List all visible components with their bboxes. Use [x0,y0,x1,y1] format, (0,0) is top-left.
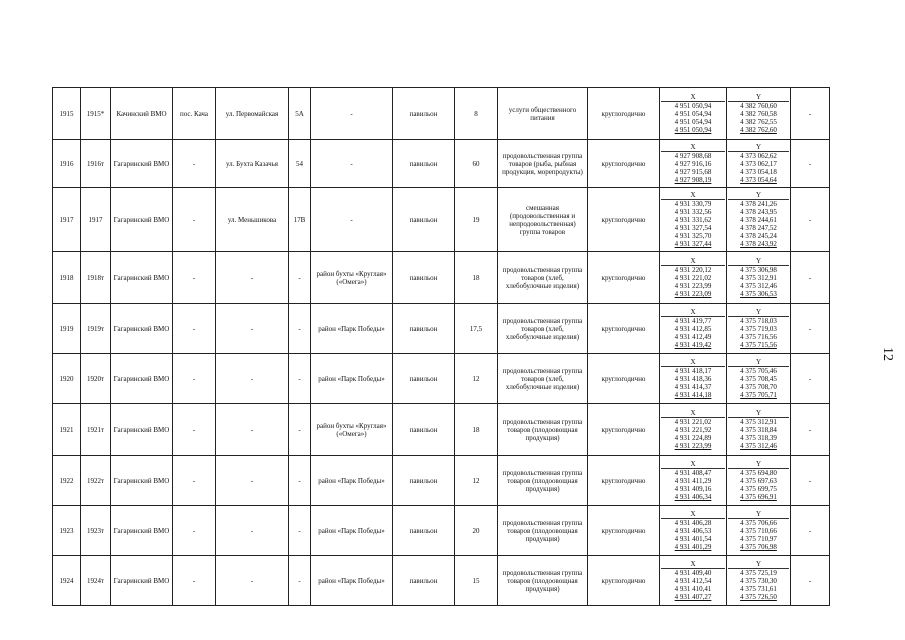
coordinate-header-x: X [661,510,725,519]
coordinate-value-x: 4 931 407,27 [674,593,712,601]
note-cell: - [791,456,830,506]
registry-number-cell: 1916т [81,140,111,188]
coordinate-value-y: 4 375 318,84 [740,426,777,434]
table-row [53,188,830,252]
area-cell: 17,5 [455,304,498,354]
coordinate-value-y: 4 375 718,03 [740,317,777,325]
coordinate-header-y: Y [728,560,789,569]
settlement-cell: - [173,188,216,252]
object-type-cell: павильон [393,140,455,188]
row-index-cell: 1920 [53,354,81,404]
coordinate-header-x: X [661,143,725,152]
row-index-cell: 1918 [53,252,81,304]
coordinates-y-cell [727,354,791,404]
row-index-cell: 1919 [53,304,81,354]
coordinate-value-y: 4 382 762,60 [740,126,777,134]
coordinates-y-cell [727,404,791,456]
street-cell: - [216,506,289,556]
row-index-cell: 1924 [53,556,81,606]
registry-number-cell: 1919т [81,304,111,354]
coordinate-value-y: 4 378 243,95 [740,208,777,216]
coordinate-value-x: 4 931 419,77 [674,317,712,325]
area-cell: 12 [455,354,498,404]
row-index-cell: 1923 [53,506,81,556]
coordinate-value-x: 4 931 406,28 [674,519,712,527]
table-row [53,456,830,506]
district-cell: Гагаринский ВМО [111,140,173,188]
area-cell: 18 [455,404,498,456]
coordinates-x-cell [660,252,727,304]
table-row [53,404,830,456]
period-cell: круглогодично [588,354,660,404]
coordinate-value-y: 4 375 710,97 [740,535,777,543]
house-cell: - [289,556,311,606]
coordinate-value-x: 4 931 221,02 [674,418,712,426]
coordinates-x-cell [660,354,727,404]
coordinate-value-x: 4 931 401,54 [674,535,712,543]
coordinate-value-y: 4 373 054,18 [740,168,777,176]
coordinate-header-y: Y [728,308,789,317]
coordinates-y-cell [727,252,791,304]
coordinate-value-x: 4 931 401,29 [674,543,712,551]
coordinates-x-cell [660,556,727,606]
coordinate-value-x: 4 931 220,12 [674,266,712,274]
street-cell: - [216,304,289,354]
coordinate-value-x: 4 931 409,16 [674,485,712,493]
area-cell: 12 [455,456,498,506]
coordinate-header-x: X [661,308,725,317]
page-number: 12 [880,347,895,361]
settlement-cell: - [173,506,216,556]
district-cell: Гагаринский ВМО [111,404,173,456]
specialization-cell: смешанная (продовольственная и непродовольственная) группа товаров [498,188,588,252]
coordinate-value-y: 4 375 706,98 [740,543,777,551]
note-cell: - [791,506,830,556]
registry-number-cell: 1922т [81,456,111,506]
district-cell: Гагаринский ВМО [111,506,173,556]
district-cell: Гагаринский ВМО [111,556,173,606]
table-row [53,140,830,188]
registry-number-cell: 1918т [81,252,111,304]
coordinate-value-y: 4 375 710,66 [740,527,777,535]
table-row [53,304,830,354]
note-cell: - [791,304,830,354]
coordinate-value-y: 4 378 245,24 [740,232,777,240]
district-cell: Гагаринский ВМО [111,304,173,354]
street-cell: ул. Бухта Казачья [216,140,289,188]
coordinate-value-y: 4 375 312,91 [740,418,777,426]
coordinates-y-cell [727,188,791,252]
coordinate-value-x: 4 951 054,94 [674,118,712,126]
coordinate-value-y: 4 375 318,39 [740,434,777,442]
specialization-cell: услуги общественного питания [498,88,588,140]
coordinate-value-x: 4 931 406,53 [674,527,712,535]
coordinate-value-x: 4 931 410,41 [674,585,712,593]
landmark-cell: район бухты «Круглая» («Омега») [311,404,393,456]
street-cell: - [216,556,289,606]
coordinate-value-x: 4 931 412,85 [674,325,712,333]
coordinate-value-y: 4 375 699,75 [740,485,777,493]
registry-number-cell: 1924т [81,556,111,606]
registry-number-cell: 1915* [81,88,111,140]
area-cell: 60 [455,140,498,188]
landmark-cell: район «Парк Победы» [311,304,393,354]
street-cell: ул. Первомайская [216,88,289,140]
specialization-cell: продовольственная группа товаров (хлеб, хлебобулочные изделия) [498,252,588,304]
district-cell: Гагаринский ВМО [111,456,173,506]
house-cell: - [289,456,311,506]
period-cell: круглогодично [588,506,660,556]
specialization-cell: продовольственная группа товаров (плодоовощная продукция) [498,506,588,556]
note-cell: - [791,188,830,252]
area-cell: 8 [455,88,498,140]
coordinate-value-y: 4 375 694,80 [740,469,777,477]
house-cell: - [289,304,311,354]
coordinate-value-x: 4 931 327,54 [674,224,712,232]
row-index-cell: 1922 [53,456,81,506]
coordinate-value-x: 4 931 418,17 [674,367,712,375]
house-cell: 17В [289,188,311,252]
object-type-cell: павильон [393,556,455,606]
row-index-cell: 1915 [53,88,81,140]
coordinate-value-y: 4 375 696,91 [740,493,777,501]
period-cell: круглогодично [588,456,660,506]
house-cell: - [289,354,311,404]
coordinate-header-x: X [661,191,725,200]
settlement-cell: - [173,354,216,404]
coordinate-value-x: 4 931 414,37 [674,383,712,391]
coordinates-y-cell [727,506,791,556]
district-cell: Качинский ВМО [111,88,173,140]
coordinate-value-y: 4 375 306,98 [740,266,777,274]
note-cell: - [791,354,830,404]
street-cell: - [216,252,289,304]
coordinate-value-x: 4 931 411,29 [674,477,712,485]
object-type-cell: павильон [393,506,455,556]
coordinate-value-y: 4 378 243,92 [740,240,777,248]
table-row [53,354,830,404]
settlement-cell: пос. Кача [173,88,216,140]
period-cell: круглогодично [588,404,660,456]
document-sheet [52,87,829,606]
coordinate-value-x: 4 931 223,09 [674,290,712,298]
object-type-cell: павильон [393,354,455,404]
coordinate-value-y: 4 375 715,56 [740,341,777,349]
house-cell: - [289,252,311,304]
coordinate-value-x: 4 931 224,89 [674,434,712,442]
street-cell: - [216,456,289,506]
coordinate-value-y: 4 375 731,61 [740,585,777,593]
coordinate-header-x: X [661,257,725,266]
object-type-cell: павильон [393,456,455,506]
specialization-cell: продовольственная группа товаров (рыба, рыбная продукция, морепродукты) [498,140,588,188]
coordinate-value-x: 4 951 050,94 [674,126,712,134]
coordinate-value-y: 4 375 705,46 [740,367,777,375]
settlement-cell: - [173,252,216,304]
coordinates-x-cell [660,188,727,252]
coordinate-value-y: 4 375 716,56 [740,333,777,341]
landmark-cell: район бухты «Круглая» («Омега») [311,252,393,304]
coordinate-value-x: 4 931 412,49 [674,333,712,341]
coordinate-value-y: 4 375 730,30 [740,577,777,585]
coordinate-header-x: X [661,358,725,367]
coordinates-y-cell [727,304,791,354]
coordinate-value-x: 4 931 325,70 [674,232,712,240]
coordinate-value-x: 4 951 050,94 [674,102,712,110]
landmark-cell: район «Парк Победы» [311,556,393,606]
coordinate-value-x: 4 931 418,36 [674,375,712,383]
coordinate-value-x: 4 931 221,92 [674,426,712,434]
coordinates-x-cell [660,140,727,188]
coordinate-value-x: 4 931 414,18 [674,391,712,399]
coordinates-x-cell [660,88,727,140]
coordinate-value-x: 4 931 332,56 [674,208,712,216]
object-type-cell: павильон [393,304,455,354]
coordinate-value-x: 4 931 327,44 [674,240,712,248]
coordinate-value-x: 4 931 409,40 [674,569,712,577]
coordinate-header-x: X [661,409,725,418]
coordinate-value-x: 4 951 054,94 [674,110,712,118]
settlement-cell: - [173,304,216,354]
area-cell: 18 [455,252,498,304]
specialization-cell: продовольственная группа товаров (плодоовощная продукция) [498,404,588,456]
coordinate-value-y: 4 375 306,53 [740,290,777,298]
period-cell: круглогодично [588,252,660,304]
coordinate-value-y: 4 375 708,45 [740,375,777,383]
coordinate-value-x: 4 931 330,79 [674,200,712,208]
registry-number-cell: 1923т [81,506,111,556]
coordinates-y-cell [727,140,791,188]
placement-table [52,87,830,606]
table-body [53,88,830,606]
coordinate-value-y: 4 373 062,62 [740,152,777,160]
coordinate-value-y: 4 373 062,17 [740,160,777,168]
coordinate-value-y: 4 375 706,66 [740,519,777,527]
coordinate-value-y: 4 382 760,60 [740,102,777,110]
coordinate-value-y: 4 375 697,63 [740,477,777,485]
table-row [53,88,830,140]
specialization-cell: продовольственная группа товаров (хлеб, хлебобулочные изделия) [498,354,588,404]
coordinates-x-cell [660,304,727,354]
table-row [53,506,830,556]
coordinates-y-cell [727,88,791,140]
house-cell: - [289,404,311,456]
coordinate-value-y: 4 378 247,52 [740,224,777,232]
object-type-cell: павильон [393,88,455,140]
landmark-cell: - [311,88,393,140]
coordinate-header-y: Y [728,143,789,152]
district-cell: Гагаринский ВМО [111,188,173,252]
settlement-cell: - [173,404,216,456]
settlement-cell: - [173,556,216,606]
settlement-cell: - [173,456,216,506]
coordinate-value-y: 4 382 762,55 [740,118,777,126]
coordinate-value-x: 4 931 223,99 [674,442,712,450]
area-cell: 19 [455,188,498,252]
coordinate-value-y: 4 375 726,50 [740,593,777,601]
coordinates-x-cell [660,456,727,506]
period-cell: круглогодично [588,556,660,606]
coordinate-value-x: 4 931 406,34 [674,493,712,501]
registry-number-cell: 1920т [81,354,111,404]
coordinate-value-y: 4 378 241,26 [740,200,777,208]
coordinate-value-y: 4 378 244,61 [740,216,777,224]
note-cell: - [791,556,830,606]
row-index-cell: 1921 [53,404,81,456]
coordinate-value-x: 4 931 221,02 [674,274,712,282]
period-cell: круглогодично [588,304,660,354]
coordinate-header-y: Y [728,409,789,418]
landmark-cell: район «Парк Победы» [311,354,393,404]
coordinate-value-x: 4 927 915,68 [674,168,712,176]
coordinates-y-cell [727,556,791,606]
street-cell: ул. Меньшикова [216,188,289,252]
coordinate-header-y: Y [728,460,789,469]
specialization-cell: продовольственная группа товаров (плодоовощная продукция) [498,556,588,606]
coordinate-value-y: 4 375 719,03 [740,325,777,333]
house-cell: 54 [289,140,311,188]
note-cell: - [791,404,830,456]
coordinate-value-x: 4 931 419,42 [674,341,712,349]
coordinates-y-cell [727,456,791,506]
coordinate-header-x: X [661,93,725,102]
coordinate-header-y: Y [728,191,789,200]
coordinate-value-y: 4 375 312,46 [740,282,777,290]
landmark-cell: район «Парк Победы» [311,506,393,556]
object-type-cell: павильон [393,404,455,456]
landmark-cell: район «Парк Победы» [311,456,393,506]
landmark-cell: - [311,140,393,188]
house-cell: 5А [289,88,311,140]
row-index-cell: 1917 [53,188,81,252]
coordinate-header-x: X [661,560,725,569]
row-index-cell: 1916 [53,140,81,188]
coordinate-value-y: 4 375 705,71 [740,391,777,399]
coordinate-value-y: 4 375 312,46 [740,442,777,450]
area-cell: 15 [455,556,498,606]
coordinate-value-x: 4 927 916,16 [674,160,712,168]
district-cell: Гагаринский ВМО [111,252,173,304]
district-cell: Гагаринский ВМО [111,354,173,404]
landmark-cell: - [311,188,393,252]
coordinate-value-y: 4 375 312,91 [740,274,777,282]
coordinate-header-y: Y [728,257,789,266]
period-cell: круглогодично [588,140,660,188]
note-cell: - [791,140,830,188]
coordinate-header-y: Y [728,510,789,519]
area-cell: 20 [455,506,498,556]
coordinate-value-y: 4 375 708,70 [740,383,777,391]
table-row [53,252,830,304]
coordinate-value-y: 4 382 760,58 [740,110,777,118]
note-cell: - [791,252,830,304]
specialization-cell: продовольственная группа товаров (плодоовощная продукция) [498,456,588,506]
coordinate-value-x: 4 931 331,62 [674,216,712,224]
coordinates-x-cell [660,404,727,456]
coordinate-value-x: 4 927 908,19 [674,176,712,184]
period-cell: круглогодично [588,188,660,252]
coordinate-value-x: 4 931 408,47 [674,469,712,477]
coordinate-header-x: X [661,460,725,469]
note-cell: - [791,88,830,140]
coordinate-header-y: Y [728,93,789,102]
coordinate-value-x: 4 931 412,54 [674,577,712,585]
object-type-cell: павильон [393,188,455,252]
street-cell: - [216,354,289,404]
coordinate-value-y: 4 373 054,64 [740,176,777,184]
coordinate-value-x: 4 931 223,99 [674,282,712,290]
specialization-cell: продовольственная группа товаров (хлеб, хлебобулочные изделия) [498,304,588,354]
coordinate-header-y: Y [728,358,789,367]
table-row [53,556,830,606]
coordinate-value-x: 4 927 908,68 [674,152,712,160]
registry-number-cell: 1917 [81,188,111,252]
street-cell: - [216,404,289,456]
house-cell: - [289,506,311,556]
coordinates-x-cell [660,506,727,556]
object-type-cell: павильон [393,252,455,304]
coordinate-value-y: 4 375 725,19 [740,569,777,577]
period-cell: круглогодично [588,88,660,140]
settlement-cell: - [173,140,216,188]
registry-number-cell: 1921т [81,404,111,456]
